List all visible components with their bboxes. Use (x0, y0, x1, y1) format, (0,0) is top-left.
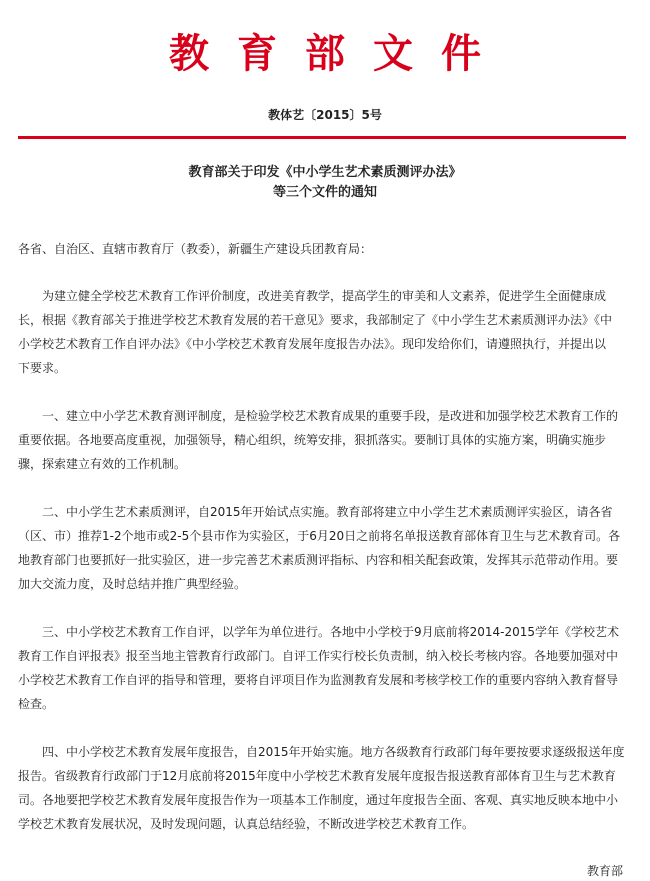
paragraph-line: 检查。 (18, 697, 55, 711)
paragraph-line: 二、中小学生艺术素质测评，自2015年开始试点实施。教育部将建立中小学生艺术素质测评实验区，请各省 (18, 505, 613, 519)
paragraph-line: 报告。省级教育行政部门于12月底前将2015年度中小学校艺术教育发展年度报告报送教育部体育卫生与艺术教育 (18, 769, 616, 783)
body-paragraph-2 (18, 500, 626, 596)
paragraph-line: 学校艺术教育发展状况，及时发现问题，认真总结经验，不断改进学校艺术教育工作。 (18, 817, 475, 831)
paragraph-line: 重要依据。各地要高度重视，加强领导，精心组织，统筹安排，狠抓落实。要制订具体的实施方案，明确实施步 (18, 433, 607, 447)
issuer-signature: 教育部 (586, 864, 623, 878)
paragraph-line: （区、市）推荐1-2个地市或2-5个县市作为实验区，于6月20日之前将名单报送教育部体育卫生与艺术教育司。各 (18, 529, 621, 543)
paragraph-line: 骤，探索建立有效的工作机制。 (18, 457, 187, 471)
notice-title (0, 163, 650, 203)
paragraph-line: 地教育部门也要抓好一批实验区，进一步完善艺术素质测评指标、内容和相关配套政策，发挥其示范带动作用。要 (18, 553, 619, 567)
paragraph-line: 三、中小学校艺术教育工作自评，以学年为单位进行。各地中小学校于9月底前将2014-2015学年《学校艺术 (18, 625, 620, 639)
body-paragraph-1 (18, 404, 626, 476)
paragraph-line: 司。各地要把学校艺术教育发展年度报告作为一项基本工作制度，通过年度报告全面、客观、真实地反映本地中小 (18, 793, 619, 807)
body-paragraph-3 (18, 620, 626, 716)
letterhead-title: 教育部文件 (169, 30, 509, 77)
notice-title-line-1: 教育部关于印发《中小学生艺术素质测评办法》 (188, 165, 462, 180)
paragraph-line: 为建立健全学校艺术教育工作评价制度，改进美育教学，提高学生的审美和人文素养，促进学生全面健康成 (18, 289, 607, 303)
paragraph-line: 加大交流力度，及时总结并推广典型经验。 (18, 577, 247, 591)
header-divider-line (18, 136, 626, 139)
paragraph-line: 下要求。 (18, 361, 67, 375)
document-number: 教体艺〔2015〕5号 (268, 108, 382, 122)
salutation: 各省、自治区、直辖市教育厅（教委），新疆生产建设兵团教育局： (18, 242, 373, 256)
paragraph-line: 一、建立中小学艺术教育测评制度，是检验学校艺术教育成果的重要手段，是改进和加强学校艺术教育工作的 (18, 409, 619, 423)
paragraph-line: 长，根据《教育部关于推进学校艺术教育发展的若干意见》要求，我部制定了《中小学生艺术素质测评办法》《中 (18, 313, 613, 327)
paragraph-line: 小学校艺术教育工作自评的指导和管理，要将自评项目作为监测教育发展和考核学校工作的重要内容纳入教育督导 (18, 673, 619, 687)
body-paragraph-4 (18, 740, 626, 836)
paragraph-line: 小学校艺术教育工作自评办法》《中小学校艺术教育发展年度报告办法》。现印发给你们，请遵照执行，并提出以 (18, 337, 607, 351)
paragraph-line: 教育工作自评报表》报至当地主管教育行政部门。自评工作实行校长负责制，纳入校长考核内容。各地要加强对中 (18, 649, 619, 663)
paragraph-line: 四、中小学校艺术教育发展年度报告，自2015年开始实施。地方各级教育行政部门每年要按要求逐级报送年度 (18, 745, 625, 759)
body-paragraph-intro (18, 284, 626, 380)
notice-title-line-2: 等三个文件的通知 (272, 185, 377, 200)
